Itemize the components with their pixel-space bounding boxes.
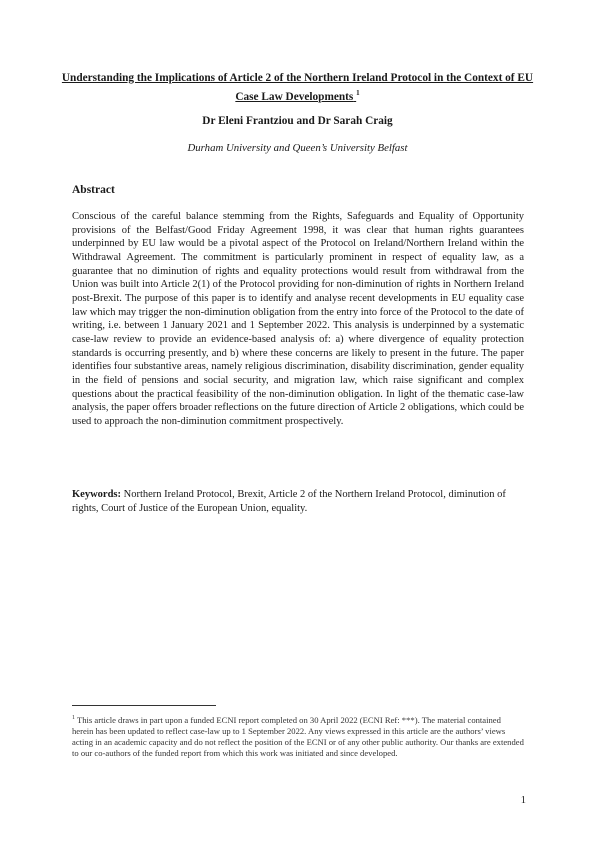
keywords-label: Keywords: xyxy=(72,489,121,500)
footnote-text: This article draws in part upon a funded ECNI report completed on 30 April 2022 (ECNI Ref: ***). The material contained herein has been updated to reflect case-law up to 1 September 2022. Any views expressed in this article are the authors’ views acting in an academic capacity and do not reflect the position of the ECNI or of any other public authority. Our thanks are extended to our co-authors of the funded report from which this work was initiated and since developed. xyxy=(72,714,524,758)
footnote-marker: 1 xyxy=(72,715,75,721)
title-footnote-marker: 1 xyxy=(356,89,360,97)
abstract-heading: Abstract xyxy=(72,184,115,196)
paper-authors: Dr Eleni Frantziou and Dr Sarah Craig xyxy=(202,115,393,127)
paper-title xyxy=(60,71,535,105)
page-number: 1 xyxy=(520,795,526,806)
footnote-divider xyxy=(72,705,216,706)
paper-affiliation: Durham University and Queen’s University Belfast xyxy=(187,142,408,154)
paper-title-text: Understanding the Implications of Article 2 of the Northern Ireland Protocol in the Context of EU Case Law Developments xyxy=(61,72,534,103)
abstract-body: Conscious of the careful balance stemming from the Rights, Safeguards and Equality of Opportunity provisions of the Belfast/Good Friday Agreement 1998, it was clear that human rights guarantees underpinned by EU law would be a pivotal aspect of the Protocol on Ireland/Northern Ireland within the Withdrawal Agreement. The commitment is particularly prominent in respect of equality law, as a guarantee that no diminution of rights and equality protections would result from withdrawal from the Union was built into Article 2(1) of the Protocol providing for non-diminution of rights in Northern Ireland post-Brexit. The purpose of this paper is to identify and analyse recent developments in EU equality case law which may trigger the non-diminution obligation from the entry into force of the Protocol to the date of writing, i.e. between 1 January 2021 and 1 September 2022. This analysis is underpinned by a systematic case-law review to provide an evidence-based analysis of: a) where divergence of equality protection standards is occurring presently, and b) where these concerns are likely to present in the future. The paper identifies four substantive areas, namely religious discrimination, disability discrimination, gender equality in the field of pensions and social security, and migration law, which raise significant and complex questions about the practical feasibility of the non-diminution obligation. In light of the thematic case-law analysis, the paper offers broader reflections on the future direction of Article 2 obligations, which could be used to approach the non-diminution commitment prospectively. xyxy=(72,211,524,427)
footnote xyxy=(72,713,524,759)
keywords-text: Northern Ireland Protocol, Brexit, Article 2 of the Northern Ireland Protocol, diminution of rights, Court of Justice of the European Union, equality. xyxy=(72,489,506,514)
keywords xyxy=(72,488,524,516)
